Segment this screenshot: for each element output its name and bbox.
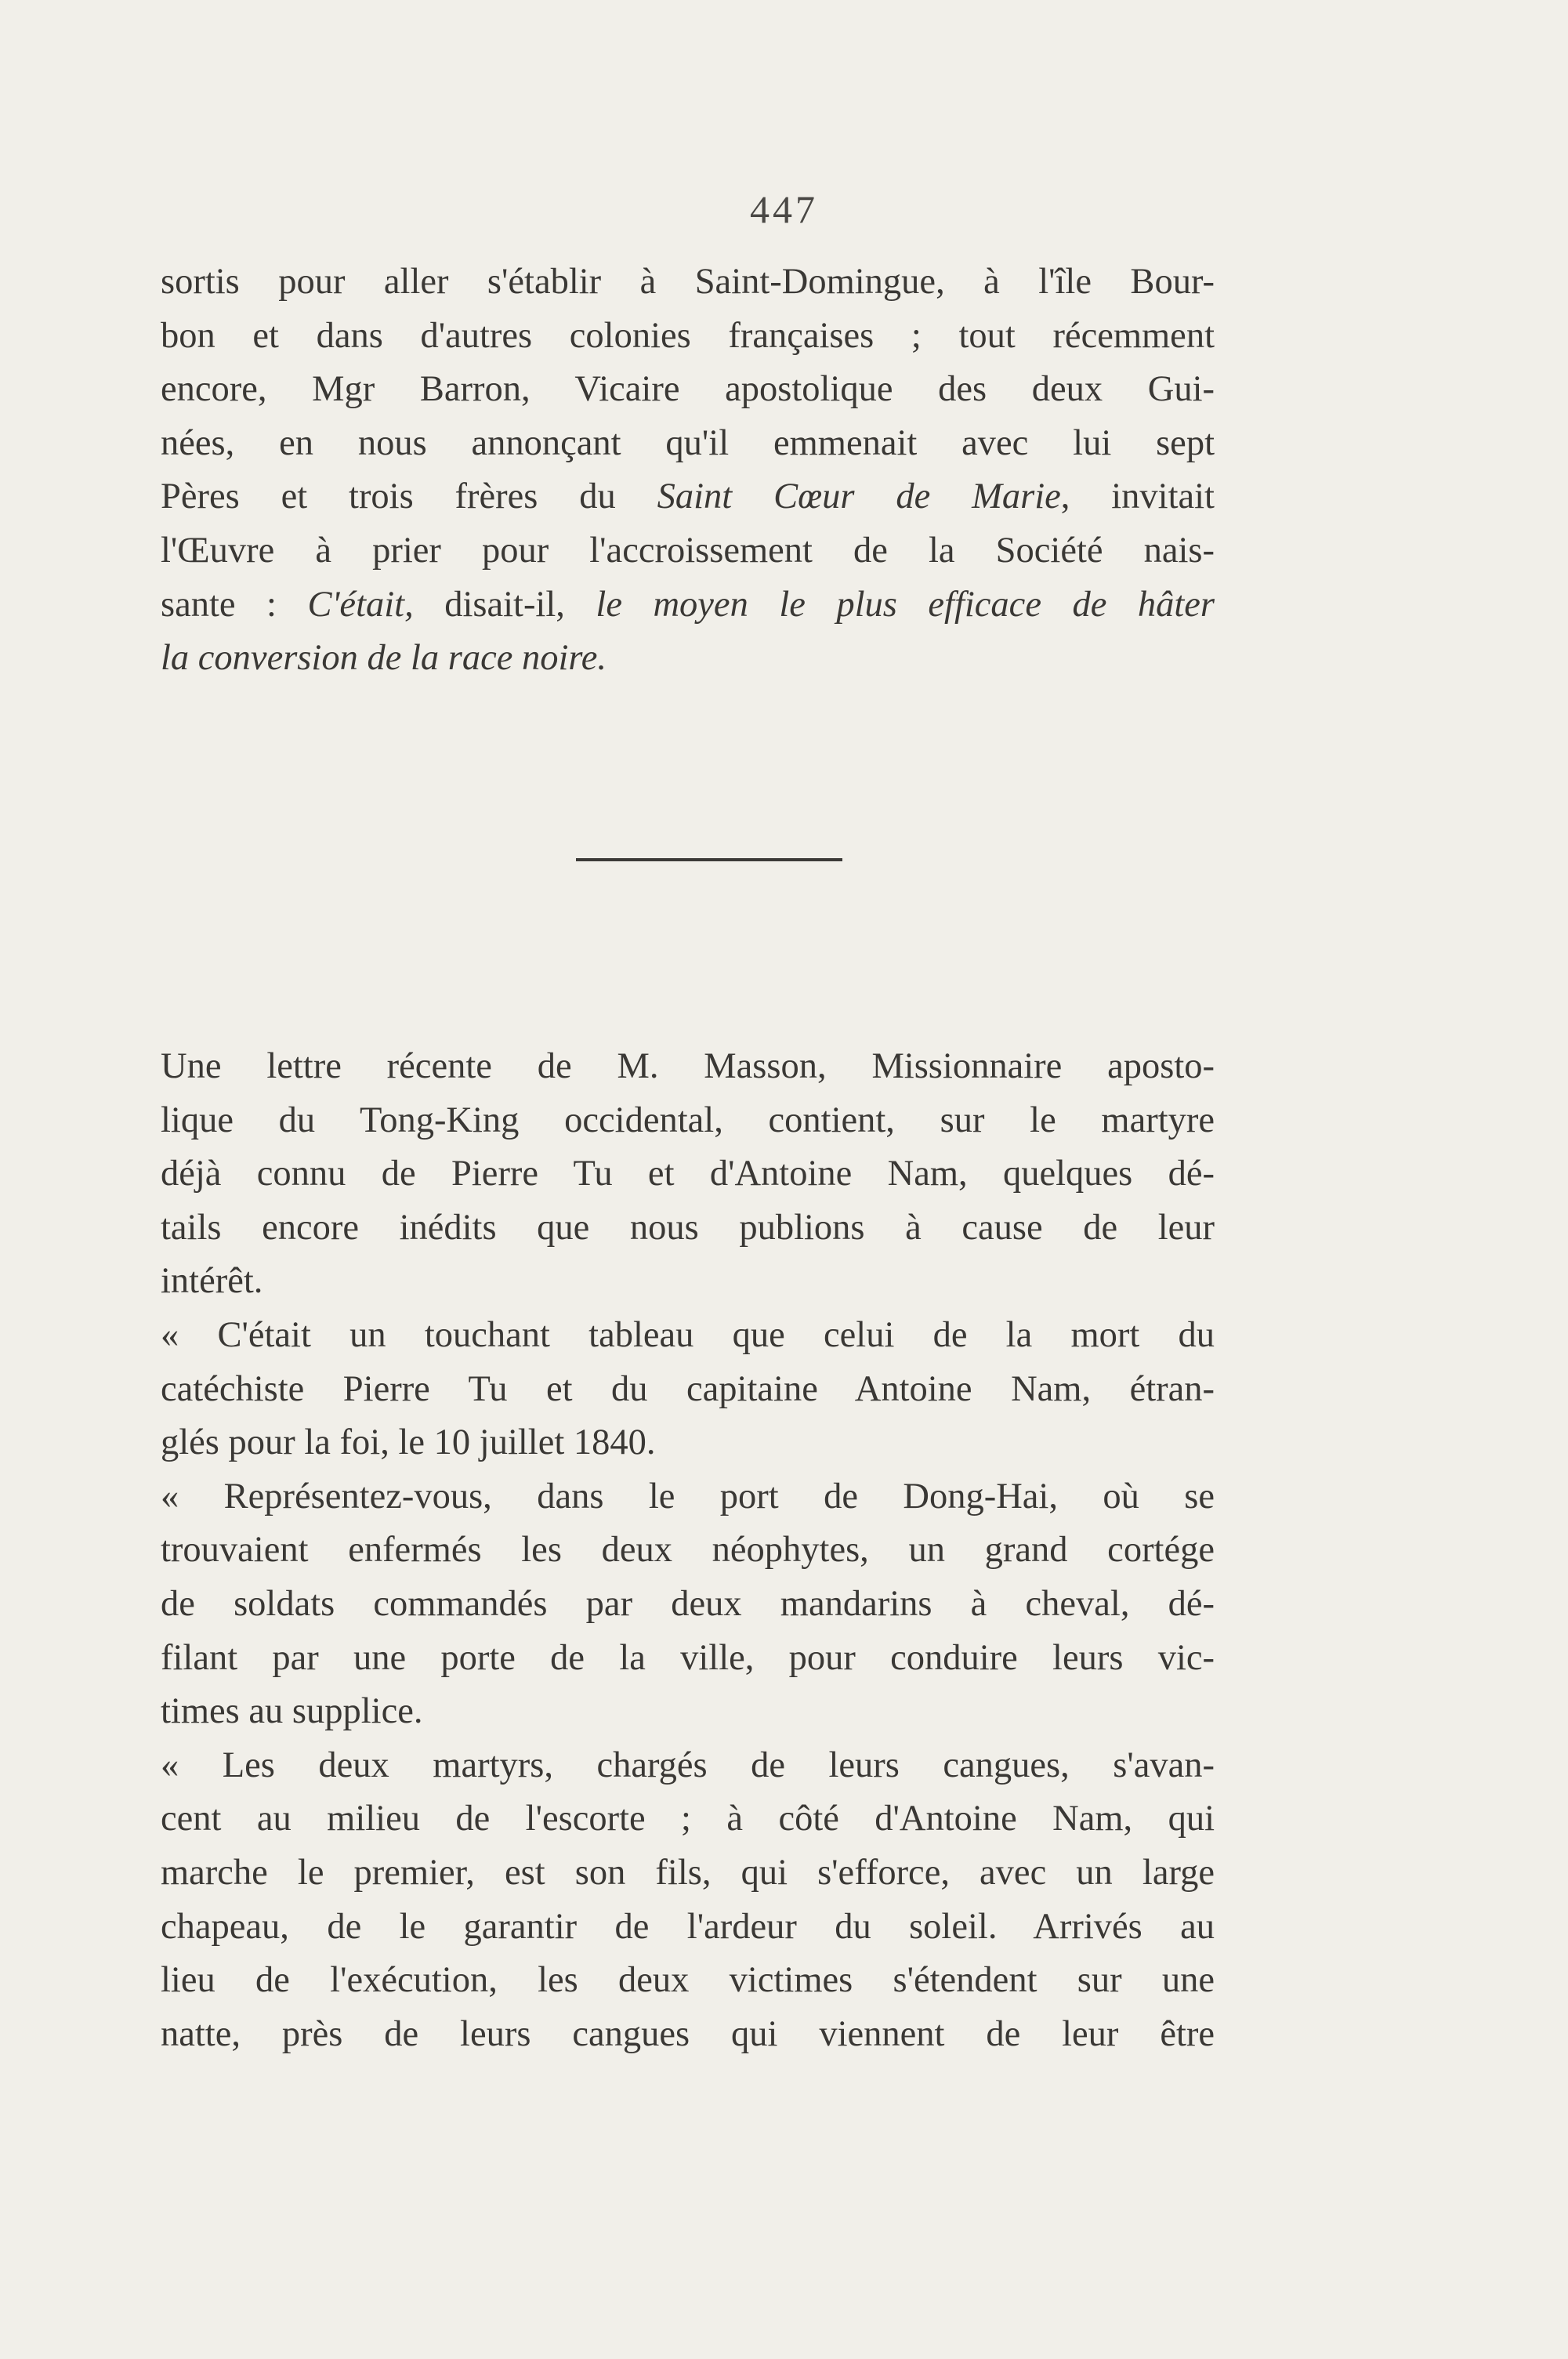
- text-line: filant par une porte de la ville, pour conduire leurs vic-: [161, 1637, 1215, 1678]
- section-separator: [576, 858, 842, 861]
- text-segment: Une lettre récente de M. Masson, Missionnaire aposto-: [161, 1046, 1215, 1086]
- text-line: cent au milieu de l'escorte ; à côté d'Antoine Nam, qui: [161, 1799, 1215, 1839]
- text-line: lique du Tong-King occidental, contient, sur le martyre: [161, 1100, 1215, 1140]
- text-line: l'Œuvre à prier pour l'accroissement de la Société nais-: [161, 530, 1215, 571]
- text-line: encore, Mgr Barron, Vicaire apostolique des deux Gui-: [161, 369, 1215, 410]
- text-line: chapeau, de le garantir de l'ardeur du soleil. Arrivés au: [161, 1906, 1215, 1947]
- text-line: [161, 1040, 1215, 1094]
- text-line: intérêt.: [161, 1261, 263, 1302]
- italic-quote: le moyen le plus efficace de hâter: [596, 584, 1215, 625]
- text-line: marche le premier, est son fils, qui s'efforce, avec un large: [161, 1852, 1215, 1893]
- text-line: tails encore inédits que nous publions à cause de leur: [161, 1207, 1215, 1248]
- text-line: nées, en nous annonçant qu'il emmenait avec lui sept: [161, 422, 1215, 463]
- text-line: [161, 578, 1215, 632]
- text-line: natte, près de leurs cangues qui viennent de leur être: [161, 2013, 1215, 2054]
- italic-title: Saint Cœur de Marie: [657, 477, 1061, 517]
- text-line: de soldats commandés par deux mandarins à cheval, dé-: [161, 1583, 1215, 1624]
- text-line: times au supplice.: [161, 1691, 423, 1732]
- text-segment: , invitait: [1060, 477, 1215, 517]
- text-segment: Pères et trois frères du: [161, 477, 657, 517]
- letter-section: [161, 1040, 1215, 2061]
- text-line: bon et dans d'autres colonies françaises ; tout récemment: [161, 315, 1215, 356]
- text-line: sortis pour aller s'établir à Saint-Domingue, à l'île Bour-: [161, 262, 1215, 302]
- text-segment: sante :: [161, 584, 308, 625]
- text-line: [161, 470, 1215, 524]
- paragraph-continuation: [161, 255, 1215, 686]
- page-number: 447: [750, 187, 818, 231]
- italic-quote: C'était,: [307, 584, 414, 625]
- italic-quote-end: la conversion de la race noire.: [161, 638, 607, 679]
- text-line: « Représentez-vous, dans le port de Dong-Hai, où se: [161, 1476, 1215, 1516]
- text-line: « C'était un touchant tableau que celui de la mort du: [161, 1314, 1215, 1355]
- text-segment: disait-il,: [413, 584, 596, 625]
- text-line: trouvaient enfermés les deux néophytes, un grand cortége: [161, 1530, 1215, 1571]
- text-line: catéchiste Pierre Tu et du capitaine Antoine Nam, étran-: [161, 1368, 1215, 1409]
- text-line: déjà connu de Pierre Tu et d'Antoine Nam, quelques dé-: [161, 1154, 1215, 1194]
- text-line: lieu de l'exécution, les deux victimes s'étendent sur une: [161, 1960, 1215, 2001]
- text-line: « Les deux martyrs, chargés de leurs cangues, s'avan-: [161, 1745, 1215, 1785]
- text-line: glés pour la foi, le 10 juillet 1840.: [161, 1422, 656, 1463]
